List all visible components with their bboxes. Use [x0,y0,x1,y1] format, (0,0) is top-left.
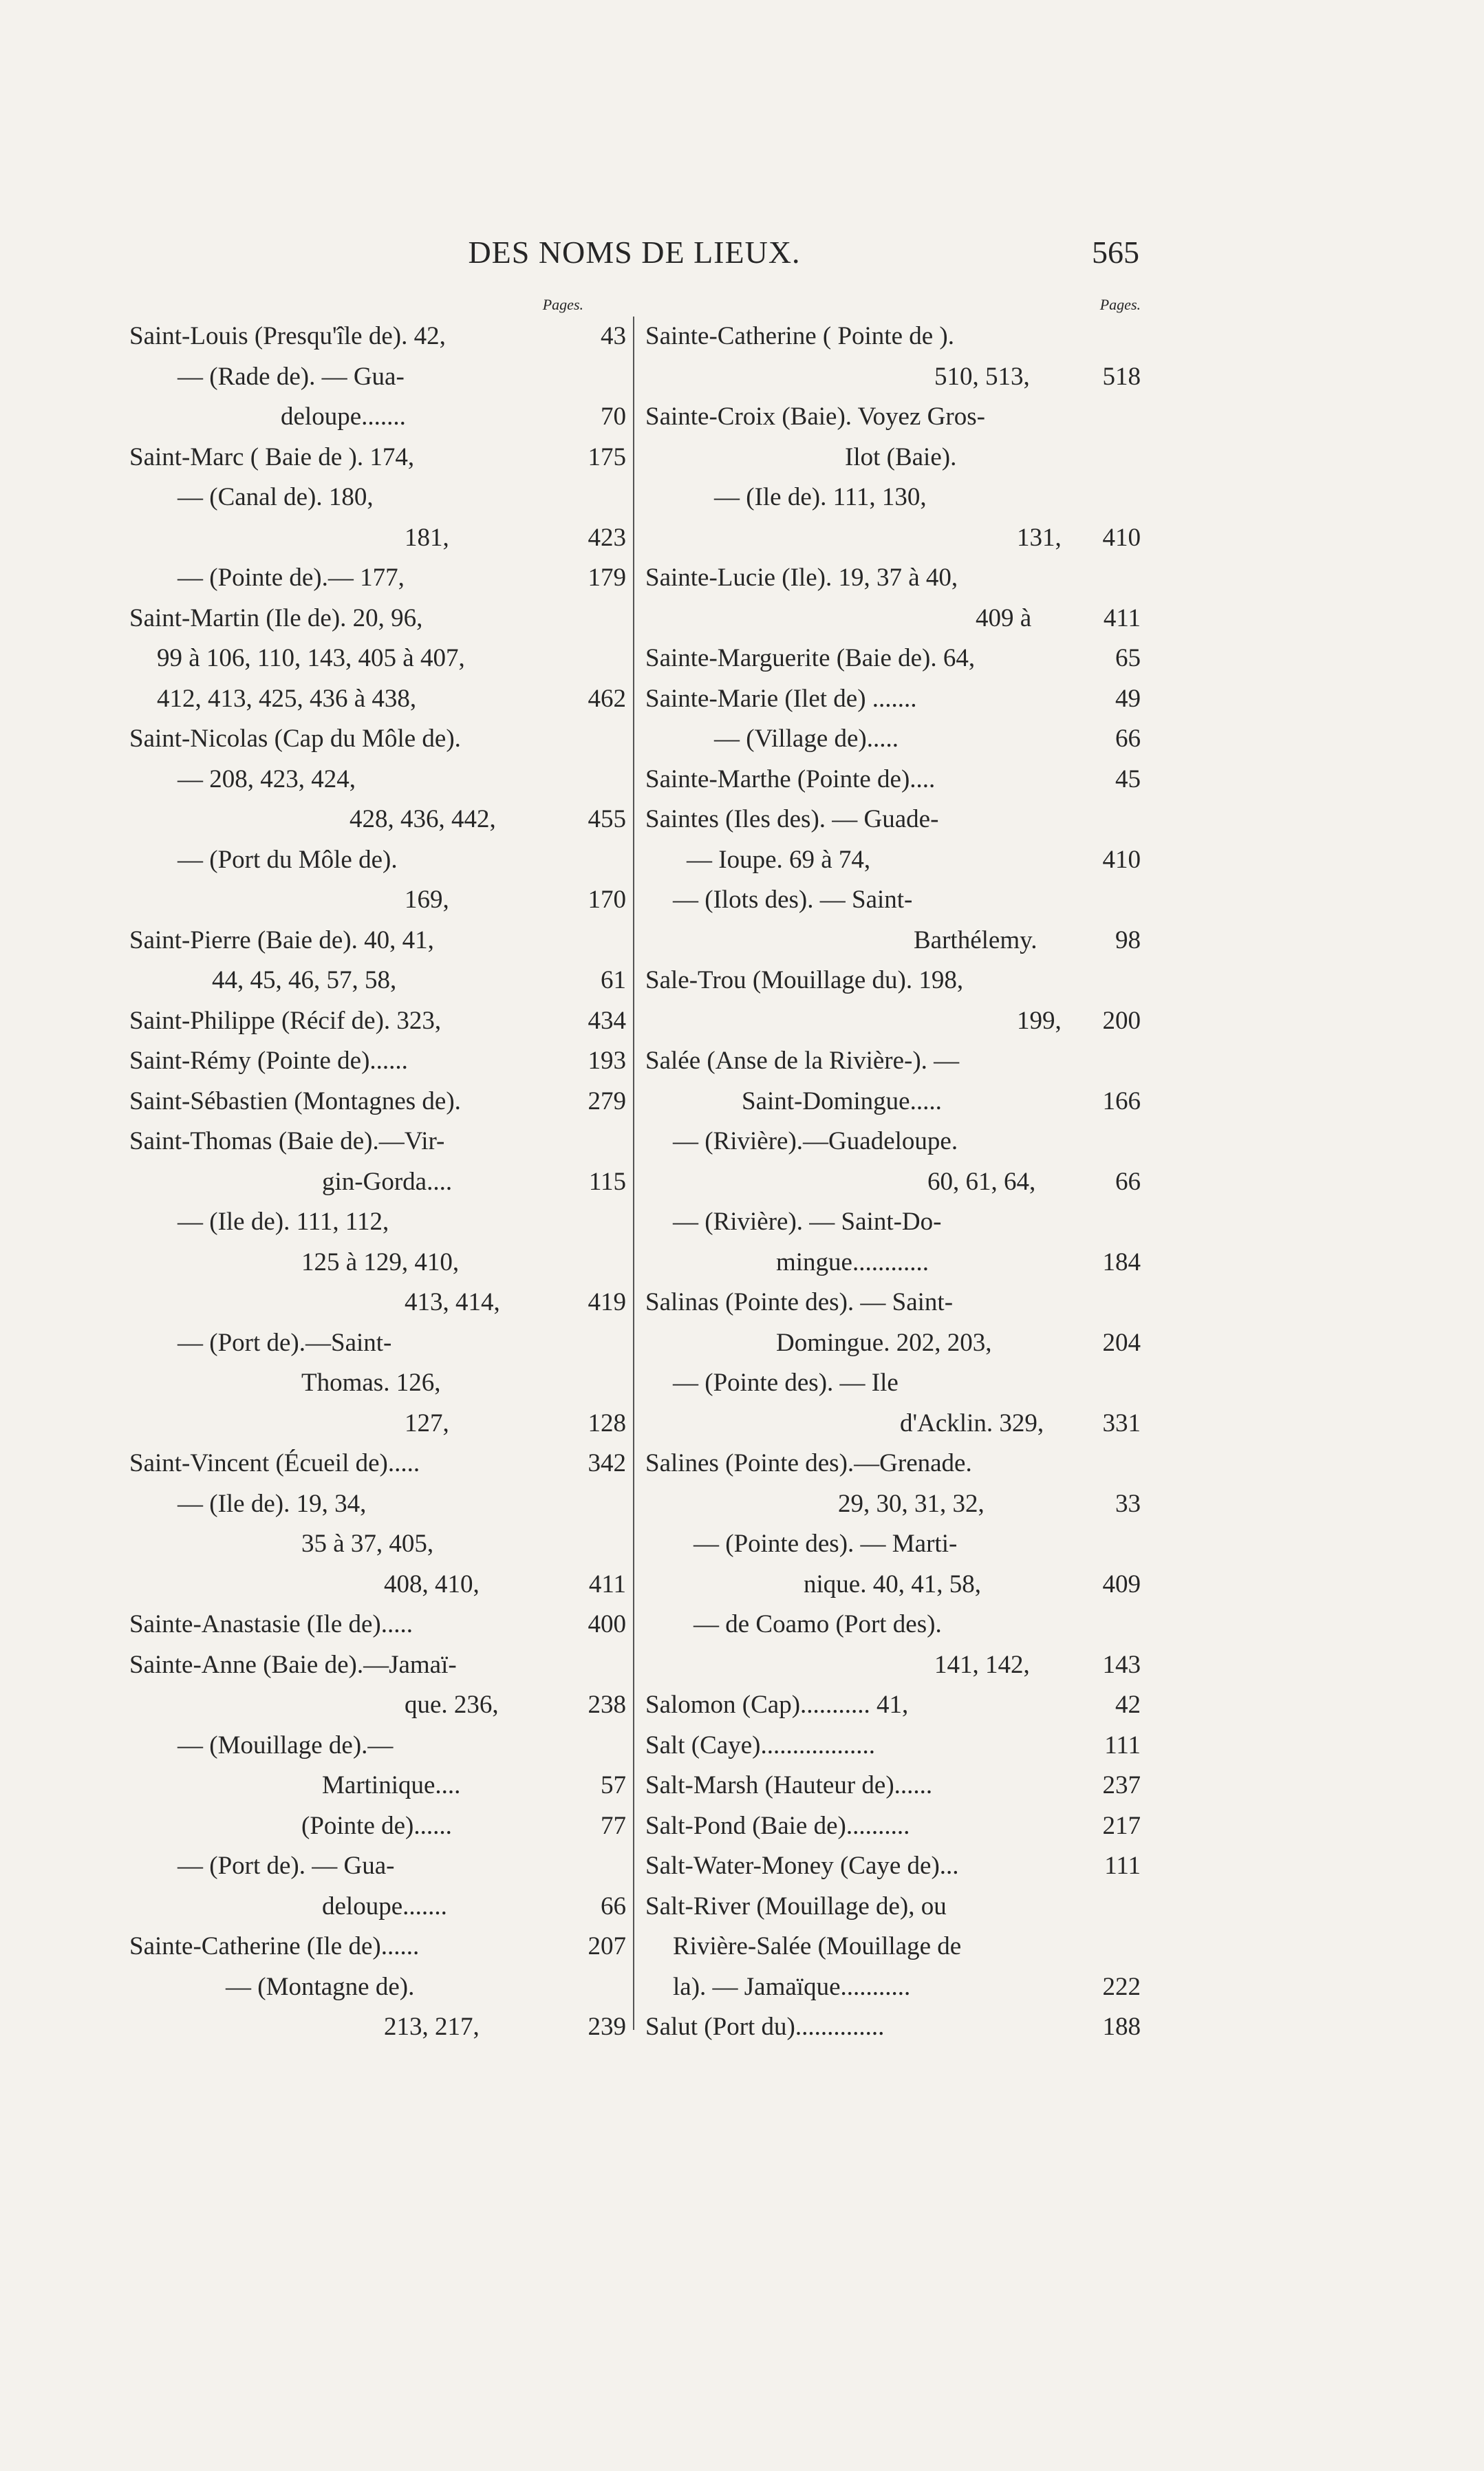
page-header [129,234,1139,282]
entry-text: Saint-Philippe (Récif de). 323, [129,1006,442,1035]
entry-text: 409 à [976,603,1032,632]
index-entry [645,760,1141,800]
index-entry [645,840,1141,881]
index-entry [129,961,625,1001]
entry-text: Saint-Martin (Ile de). 20, 96, [129,603,423,632]
entry-text: la). — Jamaïque........... [673,1972,911,2001]
entry-text: Sainte-Lucie (Ile). 19, 37 à 40, [645,564,958,592]
pages-label: Pages. [1099,296,1141,313]
entry-text: 44, 45, 46, 57, 58, [212,966,397,994]
index-entry [129,760,625,800]
entry-text: — (Ile de). 111, 112, [178,1208,389,1236]
entry-text: d'Acklin. 329, [900,1409,1044,1437]
index-entry [129,1766,625,1806]
entry-text: nique. 40, 41, 58, [804,1570,981,1598]
index-entry [129,800,625,840]
index-entry [129,478,625,518]
index-entry [645,397,1141,438]
index-entry [129,518,625,559]
running-title: DES NOMS DE LIEUX. [468,235,801,270]
pages-label: Pages. [542,296,583,313]
index-entry [129,1001,625,1042]
index-entry [645,357,1141,398]
entry-text: Salut (Port du).............. [645,2013,885,2041]
entry-text: Barthélemy. [914,926,1037,954]
entry-text: — (Pointe des). — Marti- [693,1530,958,1558]
entry-text: Sainte-Catherine (Ile de)...... [129,1932,420,1960]
entry-text: 181, [405,523,449,552]
index-entry [129,1806,625,1847]
entry-text: 60, 61, 64, [927,1167,1036,1196]
entry-text: Salt-River (Mouillage de), ou [645,1892,947,1921]
entry-text: — (Pointe de).— 177, [178,564,405,592]
index-entry [129,1685,625,1726]
index-columns [129,296,1141,2041]
entry-page: 170 [588,886,626,914]
entry-page: 462 [588,684,626,713]
entry-page: 217 [1102,1811,1141,1840]
entry-page: 66 [1115,1167,1141,1196]
index-entry [129,1565,625,1605]
entry-text: Saint-Vincent (Écueil de)..... [129,1449,420,1477]
index-entry [645,1766,1141,1806]
index-entry [129,1323,625,1364]
entry-text: Salt-Pond (Baie de).......... [645,1811,910,1840]
entry-text: (Pointe de)...... [301,1811,452,1840]
entry-page: 200 [1102,1006,1141,1035]
index-entry [645,1967,1141,2008]
index-entry [645,1524,1141,1565]
entry-text: Saint-Domingue..... [742,1087,942,1115]
index-entry [129,558,625,599]
index-entry [645,1444,1141,1484]
entry-page: 434 [588,1006,626,1035]
entry-text: — 208, 423, 424, [178,764,356,793]
entry-text: Saintes (Iles des). — Guade- [645,805,939,833]
left-column [129,296,625,2048]
entry-page: 400 [588,1610,626,1638]
index-entry [645,558,1141,599]
index-entry [645,1082,1141,1122]
entry-page: 57 [601,1771,626,1799]
index-entry [645,880,1141,921]
index-entry [645,1605,1141,1645]
entry-text: — (Port du Môle de). [178,845,398,874]
entry-text: 169, [405,886,449,914]
entry-text: Sale-Trou (Mouillage du). 198, [645,966,964,994]
index-entry [645,1887,1141,1927]
entry-text: Salt-Marsh (Hauteur de)...... [645,1771,933,1799]
index-entry [645,921,1141,961]
entry-text: que. 236, [405,1691,499,1719]
index-entry [129,639,625,679]
entry-page: 237 [1102,1771,1141,1799]
index-entry [129,921,625,961]
index-entry [129,840,625,881]
index-entry [645,478,1141,518]
index-entry [645,1001,1141,1042]
index-entry [645,1363,1141,1404]
index-entry [129,1846,625,1887]
index-entry [129,599,625,639]
column-divider [633,317,634,2030]
entry-text: 408, 410, [384,1570,480,1598]
index-entry [645,679,1141,720]
entry-text: Ilot (Baie). [845,442,957,471]
entry-text: gin-Gorda.... [322,1167,453,1196]
entry-text: Salée (Anse de la Rivière-). — [645,1047,960,1075]
entry-text: Sainte-Anastasie (Ile de)..... [129,1610,413,1638]
entry-page: 70 [601,403,626,431]
entry-text: Salinas (Pointe des). — Saint- [645,1288,954,1316]
index-entry [645,1122,1141,1162]
entry-page: 410 [1102,523,1141,552]
entry-page: 175 [588,442,626,471]
entry-text: — Ioupe. 69 à 74, [687,845,871,874]
index-entry [129,1243,625,1283]
entry-text: — (Montagne de). [226,1972,415,2001]
entry-text: — (Pointe des). — Ile [673,1369,899,1397]
entry-text: Saint-Nicolas (Cap du Môle de). [129,725,461,753]
entry-text: 510, 513, [934,362,1030,391]
index-entry [129,1363,625,1404]
index-entry [645,961,1141,1001]
entry-page: 43 [601,322,626,350]
index-entry [645,1685,1141,1726]
index-entry [129,1484,625,1525]
entry-page: 49 [1115,684,1141,713]
entry-text: 428, 436, 442, [350,805,496,833]
entry-page: 66 [601,1892,626,1921]
entry-page: 222 [1102,1972,1141,2001]
index-entry [129,1605,625,1645]
entry-text: deloupe....... [281,403,406,431]
index-entry [645,1806,1141,1847]
entry-text: 141, 142, [934,1650,1030,1679]
entry-text: Saint-Louis (Presqu'île de). 42, [129,322,446,350]
entry-text: 125 à 129, 410, [301,1248,460,1276]
index-entry [645,1846,1141,1887]
entry-text: deloupe....... [322,1892,447,1921]
entry-page: 65 [1115,644,1141,672]
index-entry [129,679,625,720]
entry-text: Sainte-Anne (Baie de).—Jamaï- [129,1650,457,1679]
entry-page: 179 [588,564,626,592]
right-entries [645,317,1141,2048]
entry-text: Saint-Marc ( Baie de ). 174, [129,442,415,471]
entry-text: — (Village de)..... [714,725,899,753]
entry-page: 77 [601,1811,626,1840]
index-entry [645,1283,1141,1323]
entry-page: 423 [588,523,626,552]
entry-page: 184 [1102,1248,1141,1276]
index-entry [129,1082,625,1122]
index-entry [645,719,1141,760]
index-entry [645,1041,1141,1082]
entry-page: 42 [1115,1691,1141,1719]
entry-page: 279 [588,1087,626,1115]
entry-text: 99 à 106, 110, 143, 405 à 407, [157,644,465,672]
index-entry [129,1967,625,2008]
entry-text: — (Ilots des). — Saint- [673,886,913,914]
entry-text: 131, [1017,523,1062,552]
index-entry [129,1726,625,1766]
index-entry [129,1122,625,1162]
entry-text: Sainte-Croix (Baie). Voyez Gros- [645,403,985,431]
index-entry [129,719,625,760]
entry-page: 238 [588,1691,626,1719]
entry-page: 98 [1115,926,1141,954]
entry-text: 213, 217, [384,2013,480,2041]
entry-text: — (Rade de). — Gua- [178,362,405,391]
entry-page: 188 [1102,2013,1141,2041]
index-entry [645,317,1141,357]
entry-page: 207 [588,1932,626,1960]
index-entry [129,357,625,398]
entry-page: 128 [588,1409,626,1437]
index-entry [645,1565,1141,1605]
index-entry [645,800,1141,840]
entry-page: 45 [1115,764,1141,793]
index-entry [129,1404,625,1444]
index-entry [645,639,1141,679]
index-entry [129,1162,625,1203]
entry-text: Salt (Caye).................. [645,1731,875,1759]
index-entry [129,1927,625,1967]
index-entry [129,1444,625,1484]
index-entry [645,1484,1141,1525]
index-entry [645,599,1141,639]
entry-text: 199, [1017,1006,1062,1035]
index-entry [129,1202,625,1243]
entry-page: 66 [1115,725,1141,753]
index-entry [645,1927,1141,1967]
entry-page: 419 [588,1288,626,1316]
index-entry [645,1726,1141,1766]
index-entry [645,518,1141,559]
entry-page: 204 [1102,1328,1141,1357]
entry-text: — (Port de). — Gua- [178,1852,395,1880]
entry-page: 143 [1102,1650,1141,1679]
index-entry [129,438,625,478]
entry-page: 411 [1103,603,1141,632]
entry-page: 518 [1102,362,1141,391]
entry-text: Domingue. 202, 203, [776,1328,992,1357]
index-entry [129,1645,625,1686]
index-entry [129,1524,625,1565]
entry-page: 61 [601,966,626,994]
index-entry [129,880,625,921]
entry-text: Saint-Pierre (Baie de). 40, 41, [129,926,434,954]
entry-text: Rivière-Salée (Mouillage de [673,1932,962,1960]
entry-text: Sainte-Marthe (Pointe de).... [645,764,936,793]
index-entry [129,317,625,357]
entry-text: Martinique.... [322,1771,461,1799]
index-entry [645,1202,1141,1243]
index-entry [645,1162,1141,1203]
index-entry [129,1283,625,1323]
left-entries [129,317,625,2048]
entry-page: 33 [1115,1489,1141,1518]
entry-text: Sainte-Marie (Ilet de) ....... [645,684,917,713]
entry-page: 409 [1102,1570,1141,1598]
entry-page: 193 [588,1047,626,1075]
entry-text: Sainte-Catherine ( Pointe de ). [645,322,955,350]
right-column [645,296,1141,2048]
entry-text: — (Port de).—Saint- [178,1328,392,1357]
entry-page: 410 [1102,845,1141,874]
index-entry [129,397,625,438]
entry-text: Sainte-Marguerite (Baie de). 64, [645,644,976,672]
entry-text: Salt-Water-Money (Caye de)... [645,1852,959,1880]
entry-text: Saint-Sébastien (Montagnes de). [129,1087,461,1115]
entry-text: 127, [405,1409,449,1437]
index-entry [645,438,1141,478]
entry-text: — de Coamo (Port des). [693,1610,942,1638]
page-number: 565 [1092,235,1139,270]
entry-page: 166 [1102,1087,1141,1115]
entry-page: 411 [588,1570,626,1598]
entry-page: 455 [588,805,626,833]
entry-text: — (Mouillage de).— [178,1731,394,1759]
index-entry [645,1645,1141,1686]
entry-text: Saint-Rémy (Pointe de)...... [129,1047,408,1075]
entry-text: mingue............ [776,1248,929,1276]
entry-text: 412, 413, 425, 436 à 438, [157,684,417,713]
entry-text: 35 à 37, 405, [301,1530,434,1558]
index-entry [645,1323,1141,1364]
entry-page: 111 [1104,1852,1141,1880]
entry-text: Saint-Thomas (Baie de).—Vir- [129,1127,445,1155]
entry-text: 29, 30, 31, 32, [838,1489,985,1518]
entry-text: 413, 414, [405,1288,500,1316]
index-entry [645,1404,1141,1444]
entry-page: 342 [588,1449,626,1477]
entry-text: Salomon (Cap)........... 41, [645,1691,909,1719]
entry-page: 239 [588,2013,626,2041]
entry-text: — (Canal de). 180, [178,483,374,511]
entry-text: Thomas. 126, [301,1369,441,1397]
index-entry [645,1243,1141,1283]
entry-text: Salines (Pointe des).—Grenade. [645,1449,972,1477]
index-entry [129,2007,625,2048]
index-entry [129,1041,625,1082]
entry-page: 331 [1102,1409,1141,1437]
entry-text: — (Rivière).—Guadeloupe. [673,1127,958,1155]
entry-text: — (Rivière). — Saint-Do- [673,1208,942,1236]
entry-page: 111 [1104,1731,1141,1759]
entry-page: 115 [588,1167,626,1196]
entry-text: — (Ile de). 111, 130, [714,483,927,511]
entry-text: — (Ile de). 19, 34, [178,1489,367,1518]
index-entry [645,2007,1141,2048]
index-entry [129,1887,625,1927]
